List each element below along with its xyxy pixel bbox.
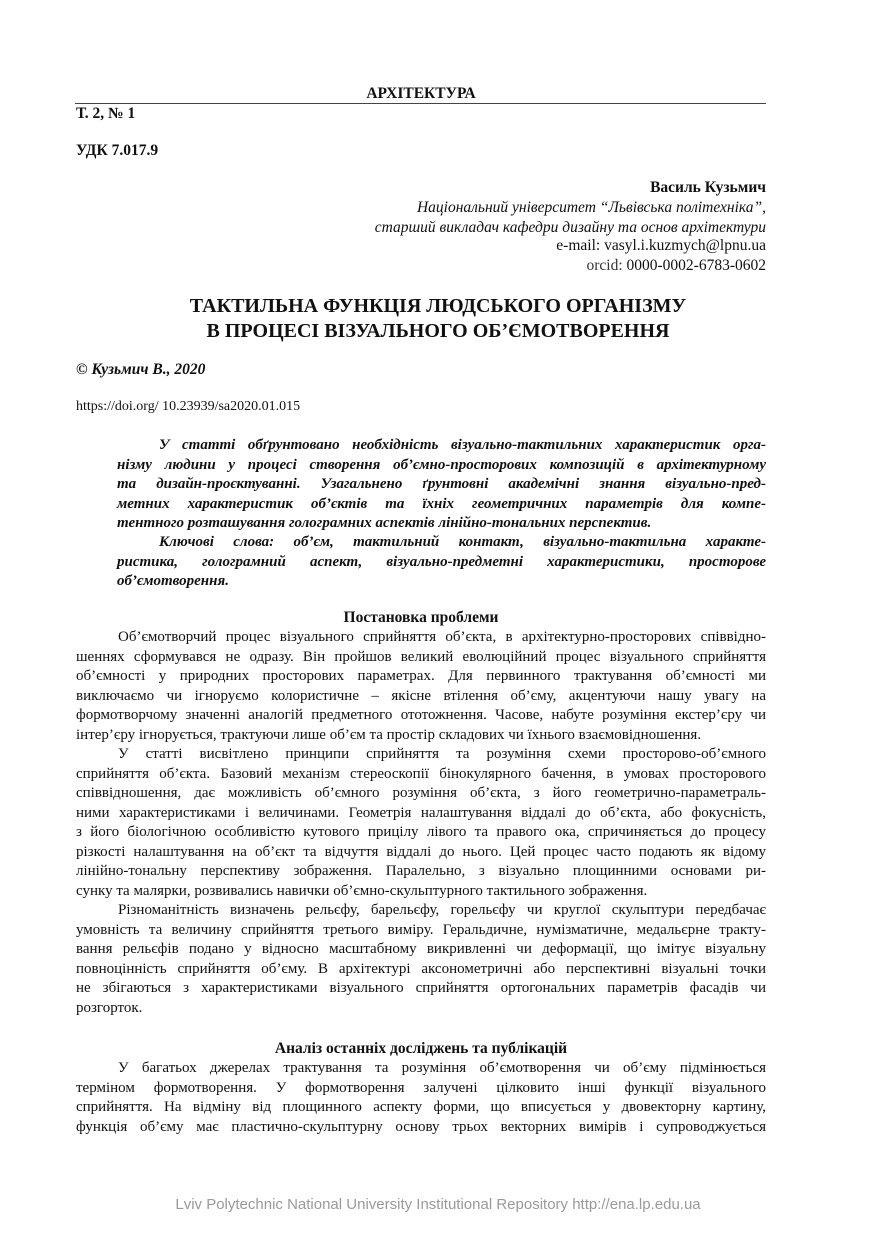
abstract	[117, 436, 766, 534]
repository-footer: Lviv Polytechnic National University Institutional Repository http://ena.lp.edu.ua	[175, 1196, 701, 1213]
text-line: Різноманітність визначень рельєфу, барельєфу, горельєфу чи круглої скульптури передбачає	[118, 902, 766, 918]
paragraph	[76, 628, 766, 745]
text-line: умовність та величину сприйняття третього виміру. Геральдичне, нумізматичне, медальєрне тракту-	[76, 921, 766, 938]
header-rule	[75, 103, 766, 104]
orcid-label: orcid:	[586, 257, 627, 274]
text-line: Ключові слова: об’єм, тактильний контакт, візуально-тактильна характе-	[159, 534, 766, 550]
text-line: функція об’єму має пластично-скульптурну основу трьох векторних вимірів і супроводжується	[76, 1118, 766, 1135]
text-line: співвідношення, дає можливість об’ємного розуміння об’єкта, з його геометрично-параметраль-	[76, 785, 766, 801]
paragraph	[76, 1059, 766, 1137]
paragraph	[76, 745, 766, 901]
paragraph	[76, 901, 766, 1018]
text-line: не збігаються з характеристиками візуального сприйняття ортогональних параметрів фасадів чи	[76, 980, 766, 996]
text-line: У статті обґрунтовано необхідність візуально-тактильних характеристик орга-	[159, 437, 766, 453]
text-line: інтер’єру ігнорується, трактуючи лише об’єм та простір складових чи їхнього взаємовідношення.	[76, 726, 702, 743]
author-email[interactable]: e-mail: vasyl.i.kuzmych@lpnu.ua	[556, 237, 766, 254]
keywords	[117, 533, 766, 592]
doi-link[interactable]: https://doi.org/ 10.23939/sa2020.01.015	[76, 399, 301, 414]
article-title-line-2: В ПРОЦЕСІ ВІЗУАЛЬНОГО ОБ’ЄМОТВОРЕННЯ	[206, 320, 670, 342]
text-line: нізму людини у процесі створення об’ємно-просторових композицій в архітектурному	[117, 456, 766, 473]
text-line: метних характеристик об’єктів та їхніх геометричних параметрів для компе-	[117, 495, 766, 512]
text-line: У статті висвітлено принципи сприйняття та розуміння схеми просторово-об’ємного	[118, 746, 766, 762]
text-line: терміном формотворення. У формотворення залучені цілковито інші функції візуального	[76, 1079, 766, 1096]
text-line: формотворчому значенні аналогій предметного ототожнення. Часове, набуте розуміння екстер’єру чи	[76, 707, 766, 723]
text-line: лінійно-тональну перспективу зображення. Паралельно, з візуально площинними основами ри-	[76, 863, 766, 879]
text-line: розгорток.	[76, 999, 143, 1016]
text-line: виключаємо чи ігноруємо колористичне – якісне втілення об’єму, акцентуючи нашу увагу на	[76, 687, 766, 704]
text-line: ристика, голограмний аспект, візуально-предметні характеристики, просторове	[117, 553, 766, 570]
journal-section-header: АРХІТЕКТУРА	[366, 85, 476, 102]
text-line: об’ємності у природних просторових параметрах. Для первинного трактування об’ємності ми	[76, 668, 766, 684]
orcid-id[interactable]: 0000-0002-6783-0602	[626, 257, 766, 274]
author-affiliation: Національний університет “Львівська політехніка”,	[416, 199, 766, 216]
section-heading-problem: Постановка проблеми	[343, 609, 499, 626]
author-name: Василь Кузьмич	[650, 179, 766, 196]
article-title-line-1: ТАКТИЛЬНА ФУНКЦІЯ ЛЮДСЬКОГО ОРГАНІЗМУ	[189, 295, 687, 317]
text-line: шеннях сформувався не одразу. Він пройшов великий еволюційний процес візуального сприйняття	[76, 648, 766, 665]
text-line: повноцінність сприйняття об’єму. В архітектурі аксонометричні або перспективні візуальні точки	[76, 960, 766, 977]
text-line: вання рельєфів подано у відносно масштабному викривленні чи деформації, що імітує візуальну	[76, 941, 766, 957]
text-line: з його біологічною особливістю кутового прицілу лівого та правого ока, спричиняється до процесу	[76, 824, 766, 840]
text-line: різкості налаштування на об’єкт та відчуття віддалі до нього. Цей процес часто подають як відому	[76, 843, 766, 860]
text-line: сприйняття об’єкта. Базовий механізм стереоскопії бінокулярного бачення, в умовах просторового	[76, 765, 766, 782]
udc-code: УДК 7.017.9	[76, 142, 159, 159]
section-heading-analysis: Аналіз останніх досліджень та публікацій	[274, 1040, 568, 1057]
text-line: тентного розташування голограмних аспектів лінійно-тональних перспектив.	[117, 515, 652, 531]
author-position: старший викладач кафедри дизайну та основ архітектури	[374, 219, 766, 236]
text-line: У багатьох джерелах трактування та розуміння об’ємотворення чи об’єму підмінюється	[118, 1060, 766, 1076]
text-line: та дизайн-проєктуванні. Узагальнено ґрунтовні академічні знання візуально-пред-	[117, 476, 766, 492]
text-line: сунку та малярки, розвивались навички об’ємно-скульптурного тактильного зображення.	[76, 882, 648, 899]
volume-number: Т. 2, № 1	[76, 105, 136, 122]
text-line: об’ємотворення.	[117, 573, 229, 589]
author-orcid	[586, 256, 766, 276]
text-line: сприйняття. На відміну від площинного аспекту форми, що вписується у двовекторну картину,	[76, 1099, 766, 1115]
text-line: ними характеристиками і величинами. Геометрія налаштування віддалі до об’єкта, або фокусність,	[76, 804, 766, 821]
text-line: Об’ємотворчий процес візуального сприйняття об’єкта, в архітектурно-просторових співвідно-	[118, 629, 766, 645]
copyright: © Кузьмич В., 2020	[76, 361, 206, 378]
